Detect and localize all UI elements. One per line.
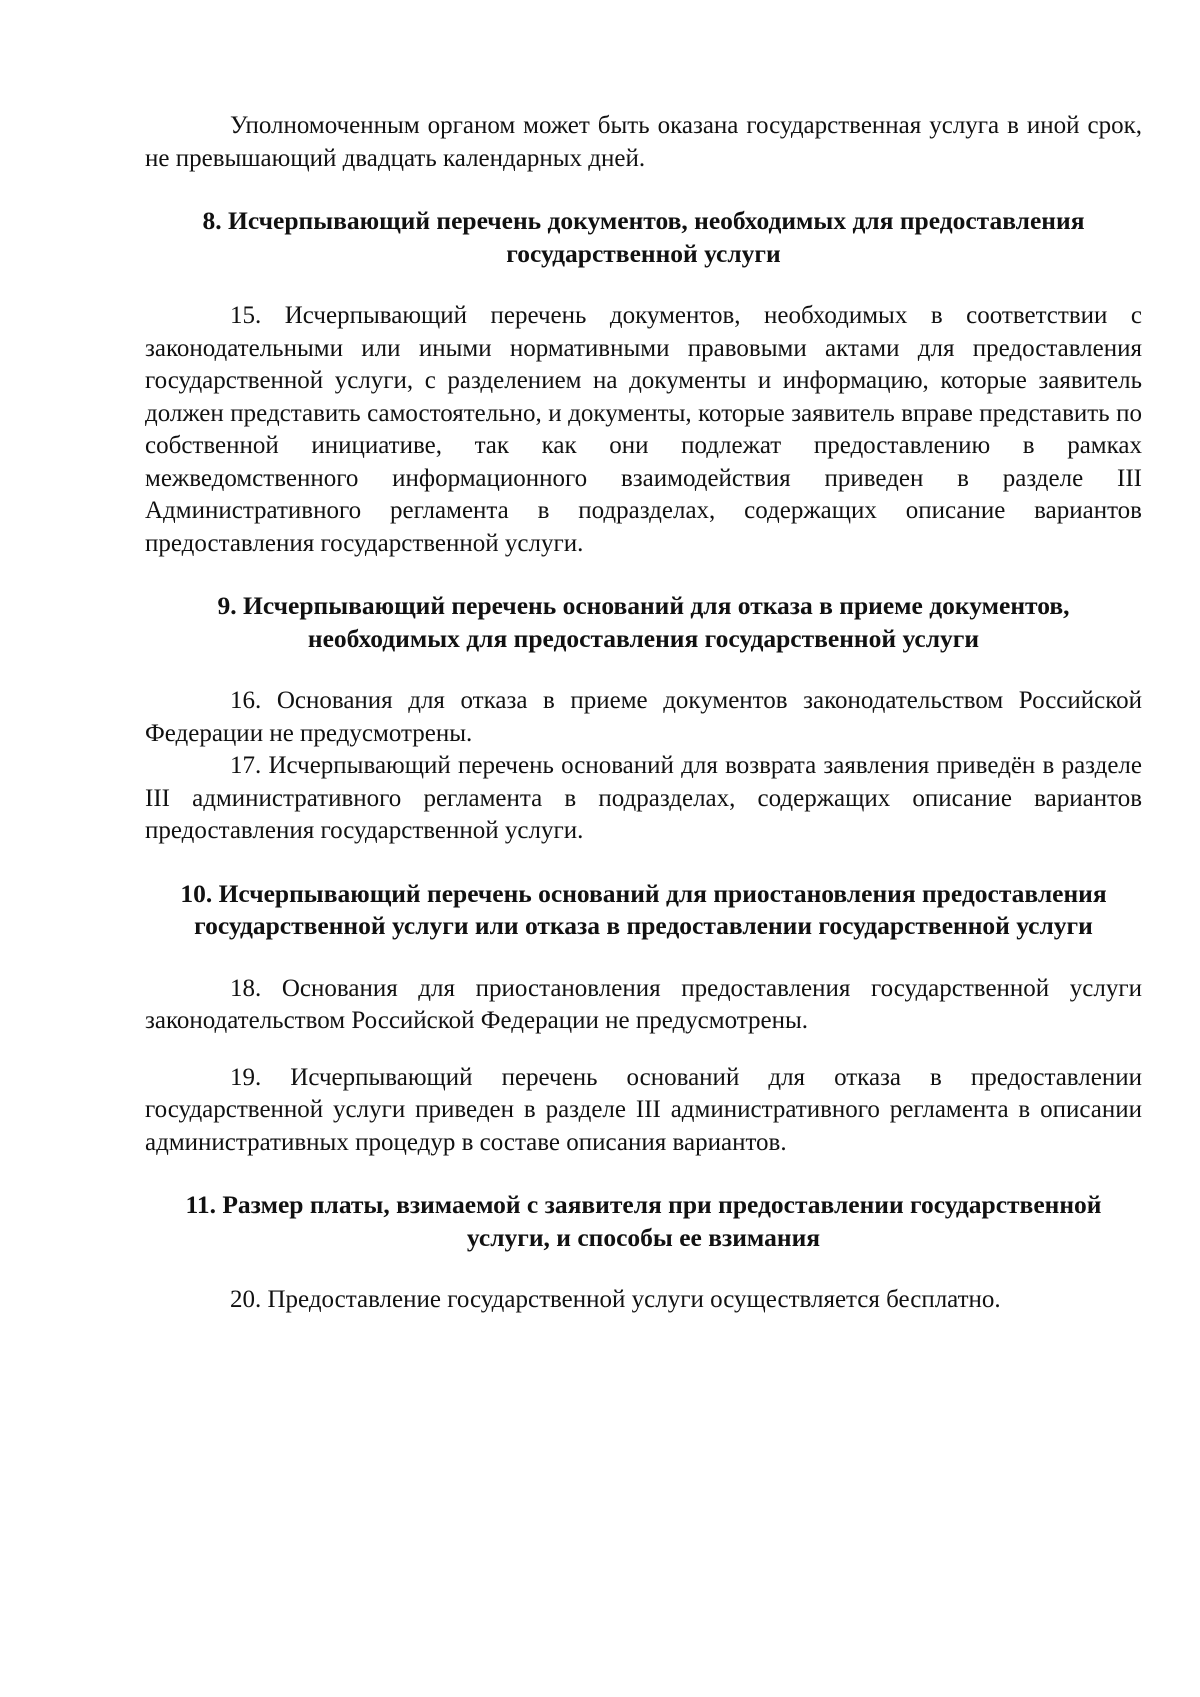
section-11-heading: 11. Размер платы, взимаемой с заявителя при предоставлении государственной услуги, и способы ее взимания <box>185 1190 1102 1252</box>
paragraph-18: 18. Основания для приостановления предоставления государственной услуги законодательством Российской Федерации не предусмотрены. <box>145 974 1142 1034</box>
paragraph-16: 16. Основания для отказа в приеме документов законодательством Российской Федерации не предусмотрены. <box>145 687 1142 747</box>
intro-paragraph: Уполномоченным органом может быть оказана государственная услуга в иной срок, не превышающий двадцать календарных дней. <box>145 112 1142 172</box>
section-9-heading: 9. Исчерпывающий перечень оснований для отказа в приеме документов, необходимых для предоставления государственной услуги <box>217 591 1070 653</box>
section-8-heading: 8. Исчерпывающий перечень документов, необходимых для предоставления государственной услуги <box>202 206 1085 268</box>
section-10-heading: 10. Исчерпывающий перечень оснований для приостановления предоставления государственной услуги или отказа в предоставлении государственной услуги <box>180 878 1107 940</box>
document-page <box>145 110 1142 1317</box>
paragraph-15: 15. Исчерпывающий перечень документов, необходимых в соответствии с законодательными или иными нормативными правовыми актами для предоставления государственной услуги, с разделением на документы и информацию, которые заявитель должен представить самостоятельно, и документы, которые заявитель вправе представить по собственной инициативе, так как они подлежат предоставлению в рамках межведомственного информационного взаимодействия приведен в разделе III Административного регламента в подразделах, содержащих описание вариантов предоставления государственной услуги. <box>145 302 1142 557</box>
paragraph-17: 17. Исчерпывающий перечень оснований для возврата заявления приведён в разделе III административного регламента в подразделах, содержащих описание вариантов предоставления государственной услуги. <box>145 752 1142 844</box>
paragraph-19: 19. Исчерпывающий перечень оснований для отказа в предоставлении государственной услуги приведен в разделе III административного регламента в описании административных процедур в составе описания вариантов. <box>145 1063 1142 1156</box>
paragraph-20: 20. Предоставление государственной услуги осуществляется бесплатно. <box>230 1286 1001 1313</box>
